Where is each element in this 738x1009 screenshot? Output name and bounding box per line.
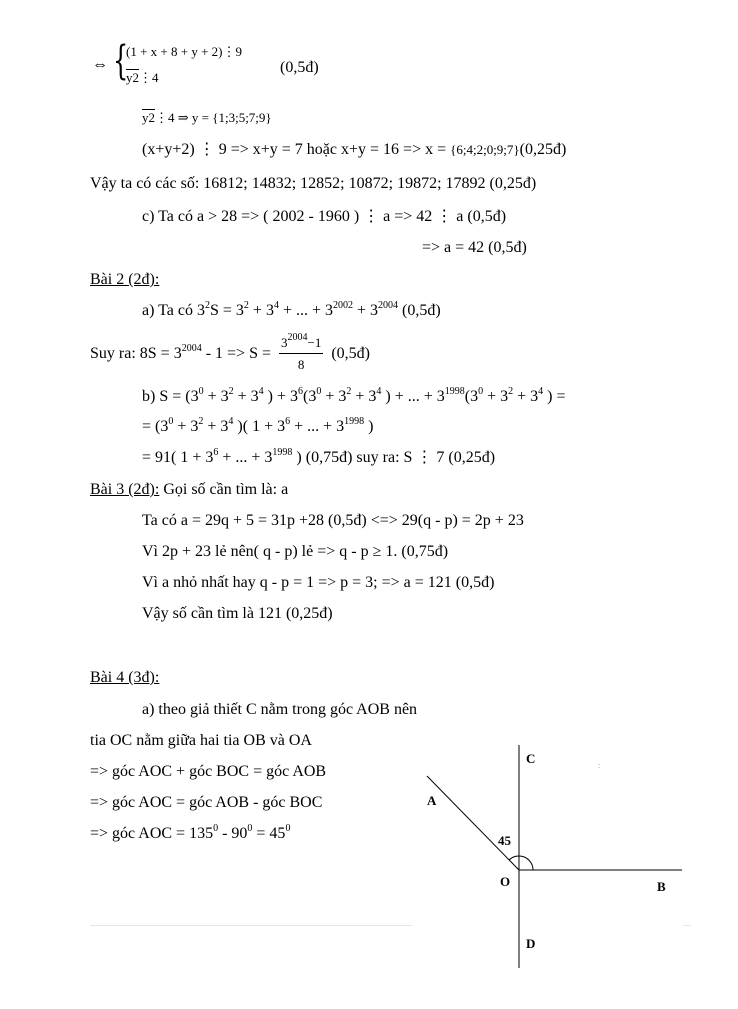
- label-A: A: [427, 793, 437, 808]
- angle-arc: [509, 856, 519, 860]
- bai3-line-2: Vì 2p + 23 lẻ nên( q - p) lẻ => q - p ≥ 1. (0,75đ): [142, 543, 449, 560]
- bai4-line-4: => góc AOC = góc AOB - góc BOC: [90, 794, 323, 811]
- fraction-S: $\frac{3^{2004}-1}{8}$: [281, 332, 322, 373]
- overline-y2: y2: [126, 70, 139, 85]
- system-brace: {: [113, 38, 129, 84]
- system-equation-1: (1 + x + 8 + y + 2)⋮9: [126, 44, 242, 59]
- bai4-line-2: tia OC nằm giữa hai tia OB và OA: [90, 732, 312, 749]
- bai4-line-5: => góc AOC = $135^0 - 90^0 = 45^0$: [90, 823, 291, 842]
- label-O: O: [500, 874, 511, 889]
- bai3-title: Bài 3 (2đ):: [90, 481, 160, 498]
- angle-value-label: 45: [498, 833, 511, 848]
- bai2-b-line-1: b) $S = (3^0 + 3^2 + 3^4$ ) + $3^6(3^0 + 3^2 + 3^4$ ) + ... + $3^{1998}(3^0 + 3^2 + 3^4$ ) =: [142, 386, 566, 405]
- label-B: B: [657, 879, 666, 894]
- bai2-title: Bài 2 (2đ):: [90, 271, 160, 288]
- bai4-title: Bài 4 (3đ):: [90, 669, 160, 686]
- bai4-line-1: a) theo giả thiết C nằm trong góc AOB nên: [142, 701, 418, 718]
- x-set: {6;4;2;0;9;7}: [450, 142, 520, 157]
- x-condition-text: (x+y+2) ⋮ 9 => x+y = 7 hoặc x+y = 16 => x =: [142, 141, 451, 158]
- label-D: D: [526, 936, 536, 951]
- x-score: (0,25đ): [519, 141, 567, 158]
- bai3-line-1: Ta có a = 29q + 5 = 31p +28 (0,5đ) <=> 29(q - p) = 2p + 23: [142, 512, 524, 529]
- bai4-line-3: => góc AOC + góc BOC = góc AOB: [90, 763, 327, 780]
- part-c-line-2: => a = 42 (0,5đ): [422, 239, 527, 256]
- bai2-b-line-2: = ($3^0 + 3^2 + 3^4$ )( $1 + 3^6$ + ... + $3^{1998}$ ): [142, 416, 374, 435]
- bai3-line-4: Vậy số cần tìm là 121 (0,25đ): [142, 605, 333, 622]
- bai2-b-line-3: = 91( $1 + 3^6$ + ... + $3^{1998}$ ) (0,75đ) suy ra: S ⋮ 7 (0,25đ): [142, 447, 496, 466]
- label-C: C: [526, 751, 536, 766]
- bai3-intro: Gọi số cần tìm là: a: [159, 481, 289, 498]
- bai3-line-3: Vì a nhỏ nhất hay q - p = 1 => p = 3; => a = 121 (0,5đ): [142, 574, 495, 591]
- equivalence-arrow: ⇔: [92, 56, 108, 73]
- divides-4: ⋮4: [139, 70, 159, 85]
- part-c-line-1: c) Ta có a > 28 => ( 2002 - 1960 ) ⋮ a => 42 ⋮ a (0,5đ): [142, 208, 507, 225]
- overline-y2-b: y2: [142, 110, 155, 125]
- bai2-a-line: a) Ta có $3^2S = 3^2 + 3^4$ + ... + $3^{2002} + 3^{2004}$ (0,5đ): [142, 300, 441, 319]
- angle-arc-2: [519, 856, 533, 870]
- bai2-suy-ra-line: Suy ra: $8S = 3^{2004} - 1 => S$ = $\frac{3^{2004}-1}{8}$ (0,5đ): [90, 332, 370, 373]
- score-system: (0,5đ): [280, 59, 319, 76]
- ray-OA: [427, 776, 519, 870]
- line-numbers-conclusion: Vậy ta có các số: 16812; 14832; 12852; 10872; 19872; 17892 (0,25đ): [90, 175, 537, 192]
- stray-mark: :: [598, 761, 601, 770]
- y-values-text: ⋮4 ⇒ y = {1;3;5;7;9}: [155, 110, 272, 125]
